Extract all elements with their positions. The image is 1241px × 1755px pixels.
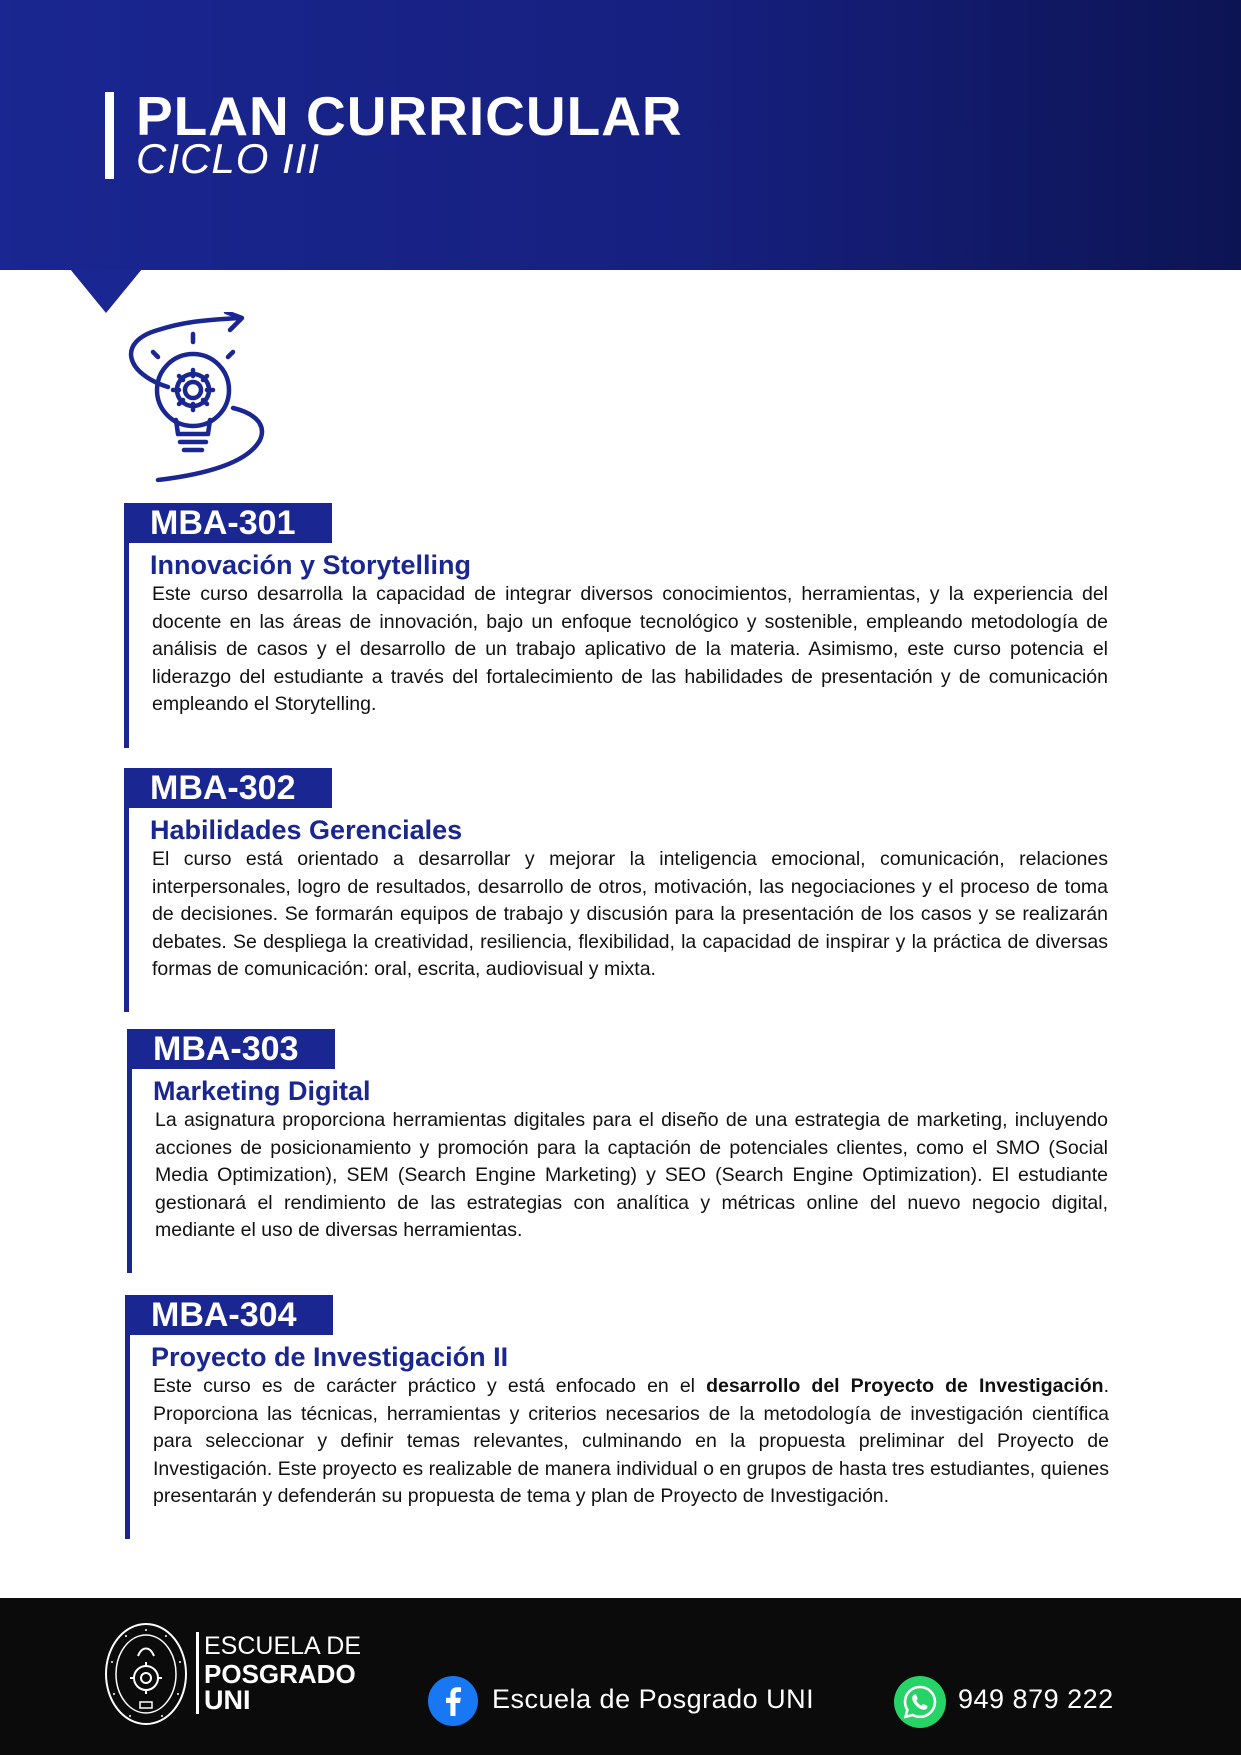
- school-divider: [196, 1632, 199, 1714]
- course-description: Este curso desarrolla la capacidad de integrar diversos conocimientos, herramientas, y la experiencia del docente en las áreas de innovación, bajo un enfoque tecnológico y sostenible, empleando metodología de análisis de casos y el desarrollo de un trabajo aplicativo de la materia. Asimismo, este curso potencia el liderazgo del estudiante a través del fortalecimiento de las habilidades de presentación y de comunicación empleando el Storytelling.: [152, 583, 1108, 716]
- description-part: Este curso es de carácter práctico y está enfocado en el: [153, 1375, 707, 1397]
- page-title: PLAN CURRICULAR: [136, 85, 683, 147]
- description-bold: desarrollo del Proyecto de Investigación: [706, 1375, 1104, 1397]
- whatsapp-icon[interactable]: [894, 1676, 946, 1728]
- facebook-icon[interactable]: [428, 1676, 478, 1726]
- course-title: Marketing Digital: [153, 1076, 371, 1106]
- course-description: La asignatura proporciona herramientas digitales para el diseño de una estrategia de marketing, incluyendo acciones de posicionamiento y promoción para la captación de potenciales clientes, como el SMO (Social Media Optimization), SEM (Search Engine Marketing) y SEO (Search Engine Optimization). El estudiante gestionará el rendimiento de las estrategias con analítica y métricas online del nuevo negocio digital, mediante el uso de diversas herramientas.: [155, 1109, 1108, 1242]
- university-seal-icon: [104, 1622, 188, 1726]
- course-block-301: [124, 503, 1110, 748]
- lightbulb-gear-icon: [118, 312, 268, 482]
- facebook-link[interactable]: Escuela de Posgrado UNI: [492, 1684, 815, 1714]
- course-code: MBA-304: [125, 1295, 333, 1335]
- course-title: Proyecto de Investigación II: [151, 1342, 509, 1372]
- title-accent-bar: [105, 92, 114, 179]
- course-block-304: [125, 1295, 1111, 1539]
- course-code: MBA-301: [124, 503, 332, 543]
- course-code: MBA-303: [127, 1029, 335, 1069]
- school-name-line3: UNI: [204, 1685, 251, 1715]
- course-code: MBA-302: [124, 768, 332, 808]
- school-name-line2: POSGRADO: [204, 1659, 356, 1689]
- page-subtitle: CICLO III: [136, 135, 321, 182]
- course-title: Innovación y Storytelling: [150, 550, 472, 580]
- course-block-303: [127, 1029, 1113, 1273]
- course-title: Habilidades Gerenciales: [150, 815, 463, 845]
- course-description: [153, 1373, 1109, 1511]
- school-name-line1: ESCUELA DE: [204, 1632, 362, 1660]
- description-part: . Proporciona las técnicas, herramientas y criterios necesarios de la metodología de investigación científica para seleccionar y definir temas relevantes, culminando en la propuesta preliminar del Proyecto de Investigación. Este proyecto es realizable de manera individual o en grupos de hasta tres estudiantes, quienes presentarán y defenderán su propuesta de tema y plan de Proyecto de Investigación.: [153, 1375, 1109, 1508]
- header-banner: [0, 0, 1241, 270]
- whatsapp-number[interactable]: 949 879 222: [958, 1684, 1114, 1714]
- footer: [0, 1598, 1241, 1755]
- course-block-302: [124, 768, 1110, 1012]
- header-notch: [70, 269, 142, 313]
- course-description: El curso está orientado a desarrollar y mejorar la inteligencia emocional, comunicación, relaciones interpersonales, logro de resultados, desarrollo de otros, motivación, las negociaciones y el proceso de toma de decisiones. Se formarán equipos de trabajo y discusión para la presentación de los casos y se realizarán debates. Se despliega la creatividad, resiliencia, flexibilidad, la capacidad de inspirar y la práctica de diversas formas de comunicación: oral, escrita, audiovisual y mixta.: [152, 848, 1108, 981]
